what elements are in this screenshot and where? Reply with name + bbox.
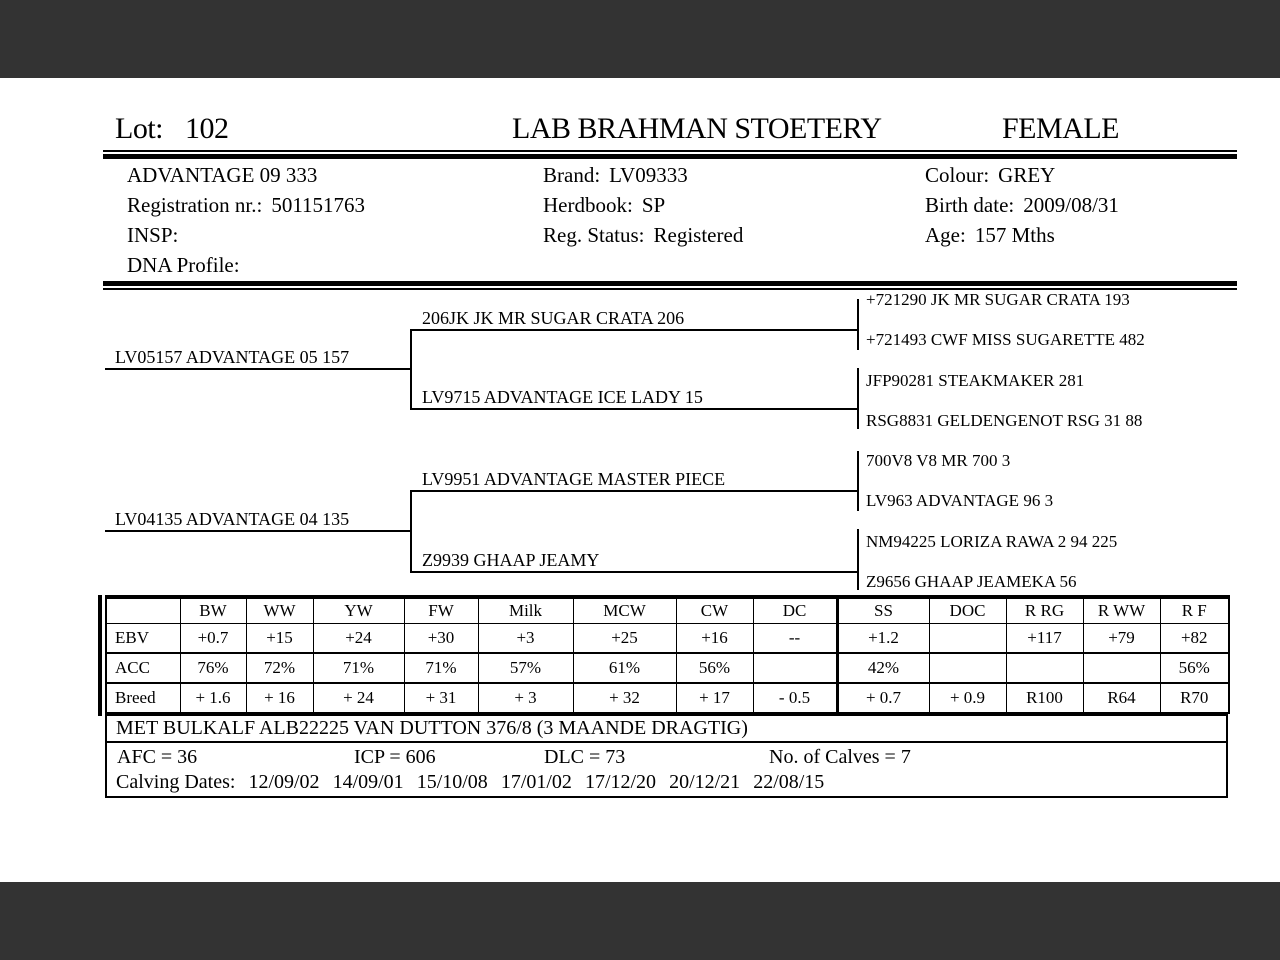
ebv-column-header: FW bbox=[404, 597, 478, 624]
ebv-cell: +15 bbox=[246, 624, 313, 654]
pedigree-ggp-6: LV963 ADVANTAGE 96 3 bbox=[866, 491, 1054, 510]
ebv-cell bbox=[1006, 653, 1083, 683]
stat-icp: ICP = 606 bbox=[354, 746, 436, 768]
info-field-registration: Registration nr.: 501151763 bbox=[127, 193, 366, 217]
ebv-cell bbox=[929, 624, 1006, 654]
ebv-cell: 57% bbox=[478, 653, 573, 683]
ebv-row-label: Breed bbox=[115, 688, 156, 707]
calving-dates-line bbox=[116, 771, 824, 794]
stat-afc: AFC = 36 bbox=[117, 746, 198, 768]
info-field-birth-date: Birth date: 2009/08/31 bbox=[925, 193, 1119, 217]
ebv-cell: +30 bbox=[404, 624, 478, 654]
calving-date: 14/09/01 bbox=[332, 771, 404, 793]
pedigree-ggp-4: RSG8831 GELDENGENOT RSG 31 88 bbox=[866, 411, 1143, 430]
sex-label: FEMALE bbox=[1002, 112, 1119, 145]
info-field-reg-status: Reg. Status: Registered bbox=[543, 223, 744, 247]
page-title: LAB BRAHMAN STOETERY bbox=[512, 112, 882, 145]
ebv-row-label: ACC bbox=[106, 653, 180, 683]
ebv-cell: +1.2 bbox=[837, 624, 929, 654]
ebv-column-header: WW bbox=[246, 597, 313, 624]
ebv-cell: +25 bbox=[573, 624, 676, 654]
ebv-row-label: EBV bbox=[106, 624, 180, 654]
header-rule-thin bbox=[103, 150, 1237, 152]
pedigree-line bbox=[857, 368, 859, 429]
pedigree-line bbox=[410, 408, 859, 410]
ebv-cell: -- bbox=[753, 624, 837, 654]
ebv-cell: + 24 bbox=[313, 683, 404, 713]
pedigree-sire-name: LV05157 ADVANTAGE 05 157 bbox=[115, 347, 350, 367]
ebv-column-header: DC bbox=[753, 597, 837, 624]
pedigree-ggp-1: +721290 JK MR SUGAR CRATA 193 bbox=[866, 290, 1130, 309]
ebv-cell: 71% bbox=[404, 653, 478, 683]
info-field-brand: Brand: LV09333 bbox=[543, 163, 688, 187]
info-field-colour: Colour: GREY bbox=[925, 163, 1056, 187]
stat-calves: No. of Calves = 7 bbox=[769, 746, 911, 768]
ebv-cell: 61% bbox=[573, 653, 676, 683]
ebv-cell: + 3 bbox=[478, 683, 573, 713]
ebv-corner-cell bbox=[106, 597, 180, 624]
ebv-cell: R100 bbox=[1006, 683, 1083, 713]
ebv-cell: + 17 bbox=[676, 683, 753, 713]
info-field-dna-profile: DNA Profile: bbox=[127, 253, 240, 277]
mating-note: MET BULKALF ALB22225 VAN DUTTON 376/8 (3 MAANDE DRAGTIG) bbox=[116, 717, 748, 739]
pedigree-ggp-3: JFP90281 STEAKMAKER 281 bbox=[866, 371, 1085, 390]
calving-date: 15/10/08 bbox=[416, 771, 488, 793]
header-rule-thick bbox=[103, 154, 1237, 159]
pedigree-line bbox=[857, 529, 859, 590]
ebv-column-header: CW bbox=[676, 597, 753, 624]
calving-date: 22/08/15 bbox=[753, 771, 825, 793]
info-field-herdbook: Herdbook: SP bbox=[543, 193, 666, 217]
lot-line bbox=[115, 112, 229, 146]
pedigree-line bbox=[410, 329, 412, 410]
pedigree-dam-sire-name: LV9951 ADVANTAGE MASTER PIECE bbox=[422, 469, 726, 489]
ebv-cell: + 0.7 bbox=[837, 683, 929, 713]
ebv-column-header: YW bbox=[313, 597, 404, 624]
pedigree-line bbox=[410, 571, 859, 573]
pedigree-ggp-2: +721493 CWF MISS SUGARETTE 482 bbox=[866, 330, 1145, 349]
ebv-column-header: Milk bbox=[478, 597, 573, 624]
ebv-cell bbox=[929, 653, 1006, 683]
ebv-cell: - 0.5 bbox=[753, 683, 837, 713]
pedigree-sire-sire-name: 206JK JK MR SUGAR CRATA 206 bbox=[422, 308, 685, 328]
ebv-cell: + 0.9 bbox=[929, 683, 1006, 713]
pedigree-line bbox=[410, 329, 859, 331]
pedigree-line bbox=[410, 490, 412, 573]
ebv-cell: +117 bbox=[1006, 624, 1083, 654]
ebv-cell: 76% bbox=[180, 653, 246, 683]
ebv-cell: +24 bbox=[313, 624, 404, 654]
ebv-column-header: SS bbox=[837, 597, 929, 624]
mating-note-box bbox=[105, 714, 1228, 743]
table-accent-bar bbox=[98, 595, 102, 716]
ebv-column-header: R F bbox=[1160, 597, 1229, 624]
lot-number: 102 bbox=[185, 112, 229, 145]
ebv-column-header: MCW bbox=[573, 597, 676, 624]
calving-date: 17/01/02 bbox=[500, 771, 572, 793]
ebv-cell: +82 bbox=[1160, 624, 1229, 654]
calving-date: 20/12/21 bbox=[669, 771, 741, 793]
pedigree-ggp-8: Z9656 GHAAP JEAMEKA 56 bbox=[866, 572, 1077, 591]
ebv-cell: + 31 bbox=[404, 683, 478, 713]
pedigree-line bbox=[105, 530, 412, 532]
reproduction-stats-box bbox=[105, 741, 1228, 798]
pedigree-line bbox=[857, 451, 859, 511]
ebv-column-header: BW bbox=[180, 597, 246, 624]
ebv-cell: +16 bbox=[676, 624, 753, 654]
info-field-age: Age: 157 Mths bbox=[925, 223, 1055, 247]
ebv-cell: + 32 bbox=[573, 683, 676, 713]
ebv-cell: 71% bbox=[313, 653, 404, 683]
calving-date: 17/12/20 bbox=[584, 771, 657, 793]
stat-dlc: DLC = 73 bbox=[544, 746, 626, 768]
info-field-insp: INSP: bbox=[127, 223, 179, 247]
ebv-cell: 56% bbox=[1160, 653, 1229, 683]
ebv-cell: +79 bbox=[1083, 624, 1160, 654]
ebv-cell: R70 bbox=[1160, 683, 1229, 713]
pedigree-ggp-7: NM94225 LORIZA RAWA 2 94 225 bbox=[866, 532, 1118, 551]
pedigree-line bbox=[410, 490, 859, 492]
bottom-frame-bar bbox=[0, 882, 1280, 960]
animal-name: ADVANTAGE 09 333 bbox=[127, 163, 318, 187]
calving-dates-label: Calving Dates: bbox=[116, 771, 236, 793]
ebv-cell: +0.7 bbox=[180, 624, 246, 654]
ebv-cell: 72% bbox=[246, 653, 313, 683]
pedigree-dam-name: LV04135 ADVANTAGE 04 135 bbox=[115, 509, 350, 529]
ebv-column-header: DOC bbox=[929, 597, 1006, 624]
pedigree-dam-dam-name: Z9939 GHAAP JEAMY bbox=[422, 550, 600, 570]
pedigree-ggp-5: 700V8 V8 MR 700 3 bbox=[866, 451, 1011, 470]
ebv-cell: +3 bbox=[478, 624, 573, 654]
ebv-column-header: R WW bbox=[1083, 597, 1160, 624]
ebv-cell: + 1.6 bbox=[180, 683, 246, 713]
ebv-column-header: R RG bbox=[1006, 597, 1083, 624]
ebv-cell: 56% bbox=[676, 653, 753, 683]
ebv-cell: 42% bbox=[837, 653, 929, 683]
ebv-cell: R64 bbox=[1083, 683, 1160, 713]
pedigree-line bbox=[105, 368, 412, 370]
top-frame-bar bbox=[0, 0, 1280, 78]
ebv-cell bbox=[753, 653, 837, 683]
lot-label: Lot: bbox=[115, 112, 163, 145]
section-rule-thick bbox=[103, 281, 1237, 286]
ebv-cell: + 16 bbox=[246, 683, 313, 713]
calving-date: 12/09/02 bbox=[248, 771, 320, 793]
pedigree-sire-dam-name: LV9715 ADVANTAGE ICE LADY 15 bbox=[422, 387, 703, 407]
pedigree-line bbox=[857, 299, 859, 350]
ebv-table bbox=[105, 595, 1230, 714]
ebv-cell bbox=[1083, 653, 1160, 683]
